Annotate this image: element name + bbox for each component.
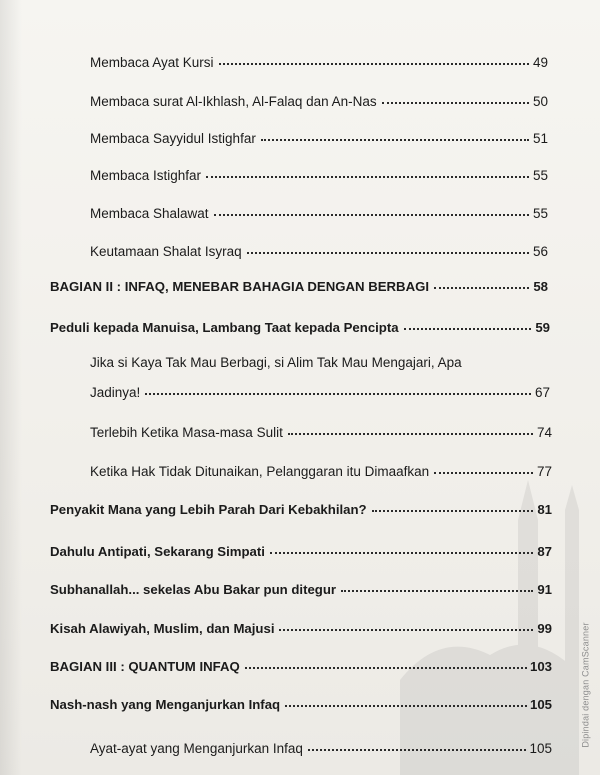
toc-entry-page: 67 xyxy=(534,385,550,400)
toc-entry-title: Membaca Shalawat xyxy=(90,206,209,221)
toc-entry-title: Subhanallah... sekelas Abu Bakar pun ditegur xyxy=(50,582,337,597)
toc-entry xyxy=(90,85,548,109)
toc-entry-page: 74 xyxy=(536,425,552,440)
toc-entry-title: Keutamaan Shalat Isyraq xyxy=(90,244,242,259)
dot-leader xyxy=(308,749,527,751)
toc-entry xyxy=(90,122,548,146)
toc-entry-page: 49 xyxy=(532,55,548,70)
toc-part-heading xyxy=(50,650,552,674)
dot-leader xyxy=(247,252,529,254)
dot-leader xyxy=(279,629,533,631)
toc-entry-page: 91 xyxy=(537,582,552,597)
toc-entry-title: Membaca Istighfar xyxy=(90,168,202,183)
toc-entry-title: Membaca Ayat Kursi xyxy=(90,55,214,70)
toc-part-heading xyxy=(50,270,548,294)
toc-chapter xyxy=(50,493,552,517)
dot-leader xyxy=(434,472,533,474)
page-edge-shadow xyxy=(0,0,22,775)
toc-entry-title: Penyakit Mana yang Lebih Parah Dari Kebakhilan? xyxy=(50,502,367,517)
dot-leader xyxy=(434,287,529,289)
toc-entry-page: 51 xyxy=(532,131,548,146)
toc-entry-title: Nash-nash yang Menganjurkan Infaq xyxy=(50,697,281,712)
toc-entry-page: 99 xyxy=(537,621,552,636)
dot-leader xyxy=(382,102,529,104)
toc-chapter xyxy=(50,311,550,335)
toc-entry-title: Ayat-ayat yang Menganjurkan Infaq xyxy=(90,741,303,756)
toc-chapter xyxy=(50,573,552,597)
dot-leader xyxy=(288,433,533,435)
toc-entry-page: 58 xyxy=(533,279,548,294)
dot-leader xyxy=(404,328,531,330)
toc-entry-page: 56 xyxy=(532,244,548,259)
toc-chapter xyxy=(50,535,552,559)
dot-leader xyxy=(261,139,529,141)
toc-entry-page: 77 xyxy=(536,464,552,479)
toc-entry-title: BAGIAN III : QUANTUM INFAQ xyxy=(50,659,240,674)
toc-chapter xyxy=(50,688,552,712)
toc-entry-title: BAGIAN II : INFAQ, MENEBAR BAHAGIA DENGAN BERBAGI xyxy=(50,279,430,294)
scanner-watermark xyxy=(578,600,594,770)
toc-entry-page: 105 xyxy=(529,697,552,712)
toc-entry-page: 81 xyxy=(537,502,552,517)
toc-entry-page: 103 xyxy=(529,659,552,674)
toc-entry xyxy=(90,732,552,756)
toc-chapter xyxy=(50,612,552,636)
toc-entry-title: Peduli kepada Manuisa, Lambang Taat kepada Pencipta xyxy=(50,320,399,335)
dot-leader xyxy=(285,705,527,707)
toc-entry xyxy=(90,197,548,221)
toc-entry-title: Terlebih Ketika Masa-masa Sulit xyxy=(90,425,283,440)
toc-entry-title: Ketika Hak Tidak Ditunaikan, Pelanggaran itu Dimaafkan xyxy=(90,464,430,479)
toc-entry-page: 59 xyxy=(535,320,550,335)
toc-entry-title: Kisah Alawiyah, Muslim, dan Majusi xyxy=(50,621,275,636)
dot-leader xyxy=(372,510,533,512)
toc-entry-title-line1: Jika si Kaya Tak Mau Berbagi, si Alim Tak Mau Mengajari, Apa xyxy=(90,355,462,370)
toc-entry xyxy=(90,455,552,479)
toc-entry-page: 87 xyxy=(537,544,552,559)
scanner-watermark-text: Dipindai dengan CamScanner xyxy=(581,622,591,748)
dot-leader xyxy=(214,214,529,216)
toc-entry-page: 55 xyxy=(532,206,548,221)
dot-leader xyxy=(270,552,533,554)
toc-entry xyxy=(90,376,550,400)
dot-leader xyxy=(219,63,529,65)
toc-entry-title: Membaca Sayyidul Istighfar xyxy=(90,131,256,146)
toc-entry-page: 55 xyxy=(532,168,548,183)
dot-leader xyxy=(206,176,529,178)
toc-entry-title: Membaca surat Al-Ikhlash, Al-Falaq dan An-Nas xyxy=(90,94,377,109)
toc-entry-page: 50 xyxy=(532,94,548,109)
toc-entry xyxy=(90,235,548,259)
dot-leader xyxy=(341,590,533,592)
toc-entry xyxy=(90,159,548,183)
toc-entry xyxy=(90,46,548,70)
dot-leader xyxy=(145,393,531,395)
toc-entry-title: Jadinya! xyxy=(90,385,141,400)
dot-leader xyxy=(245,667,527,669)
toc-entry-title: Dahulu Antipati, Sekarang Simpati xyxy=(50,544,265,559)
toc-entry xyxy=(90,416,552,440)
toc-entry-page: 105 xyxy=(529,741,552,756)
